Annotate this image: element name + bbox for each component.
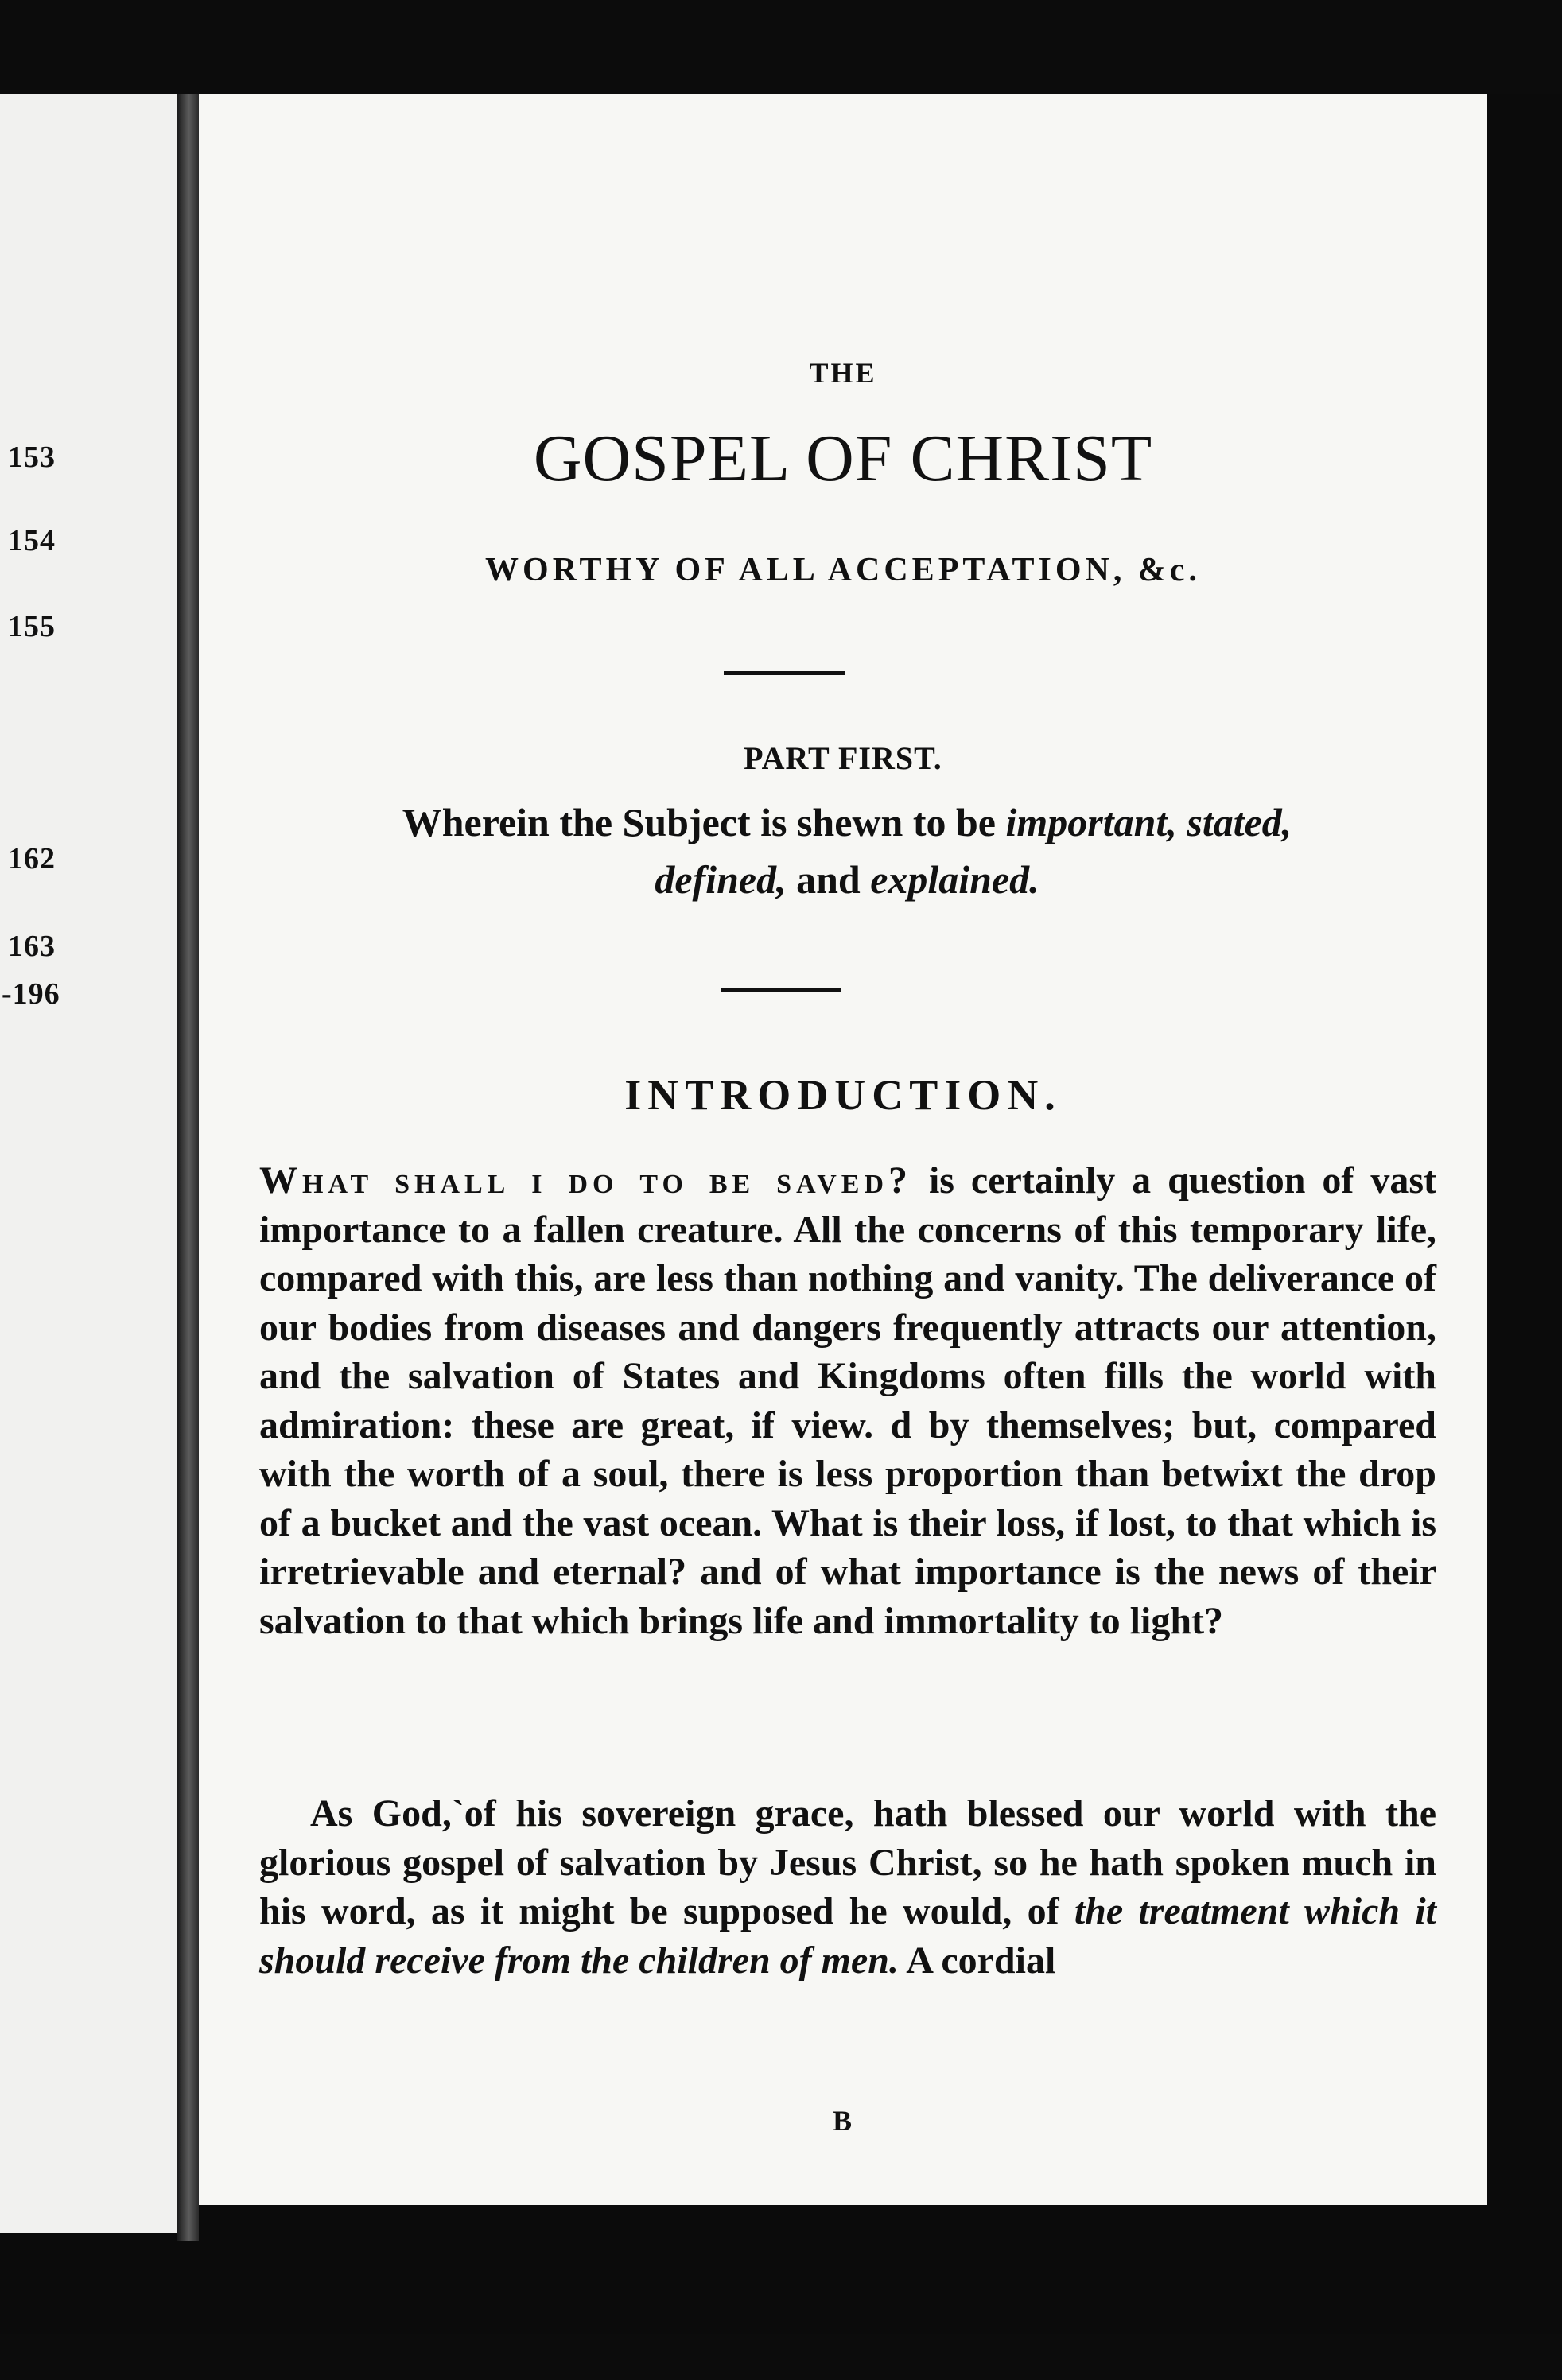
page-subtitle: WORTHY OF ALL ACCEPTATION, &c. xyxy=(485,552,1201,588)
paragraph-text: A cordial xyxy=(898,1939,1056,1982)
body-paragraph xyxy=(259,1789,1436,1985)
part-heading: PART FIRST. xyxy=(744,740,942,776)
book-page xyxy=(199,94,1487,2205)
page-title: GOSPEL OF CHRIST xyxy=(533,421,1153,495)
section-rule xyxy=(724,671,845,675)
title-article: THE xyxy=(809,357,877,389)
paragraph-text: As God,`of his sovereign grace, hath blessed our world with the glorious gospel of salvation by Jesus Christ, so he hath spoken much in his word, as it might be supposed he would, of xyxy=(259,1792,1436,1932)
left-page-number: 163 xyxy=(8,930,56,963)
left-page-fragment xyxy=(0,94,177,2233)
book-gutter xyxy=(177,94,199,2241)
left-page-number: -196 xyxy=(2,977,60,1011)
description-italic: stated, xyxy=(1187,800,1292,844)
description-italic: important, xyxy=(1005,800,1177,844)
opening-question: What shall i do to be saved? xyxy=(259,1159,913,1202)
signature-mark: B xyxy=(832,2105,853,2137)
description-italic: defined, xyxy=(655,857,787,902)
left-page-number: 155 xyxy=(8,610,56,643)
left-page-number: 153 xyxy=(8,441,56,474)
description-text: and xyxy=(786,857,871,902)
scan-border-top xyxy=(0,0,1562,95)
part-description xyxy=(262,794,1432,908)
body-paragraph xyxy=(259,1156,1436,1645)
scan-border-right xyxy=(1487,94,1562,2334)
description-text: Wherein the Subject is shewn to be xyxy=(402,800,1006,844)
left-page-number: 162 xyxy=(8,842,56,876)
description-italic: explained. xyxy=(870,857,1039,902)
paragraph-text: is certainly a question of vast importance to a fallen creature. All the concerns of this temporary life, compared with this, are less than nothing and vanity. The deliverance of our bodies from diseases and dangers frequently attracts our attention, and the salvation of States and Kingdoms often fills the world with admiration: these are great, if view. d by themselves; but, compared with the worth of a soul, there is less proportion than betwixt the drop of a bucket and the vast ocean. What is their loss, if lost, to that which is irretrievable and eternal? and of what importance is the news of their salvation to that which brings life and immortality to light? xyxy=(259,1159,1436,1642)
introduction-heading: INTRODUCTION. xyxy=(624,1071,1062,1119)
section-rule xyxy=(721,988,841,992)
left-page-number: 154 xyxy=(8,524,56,557)
scan-border-bottom xyxy=(0,2334,1562,2380)
paragraph-italic: the treatment which it should receive from the children of men. xyxy=(259,1890,1436,1982)
